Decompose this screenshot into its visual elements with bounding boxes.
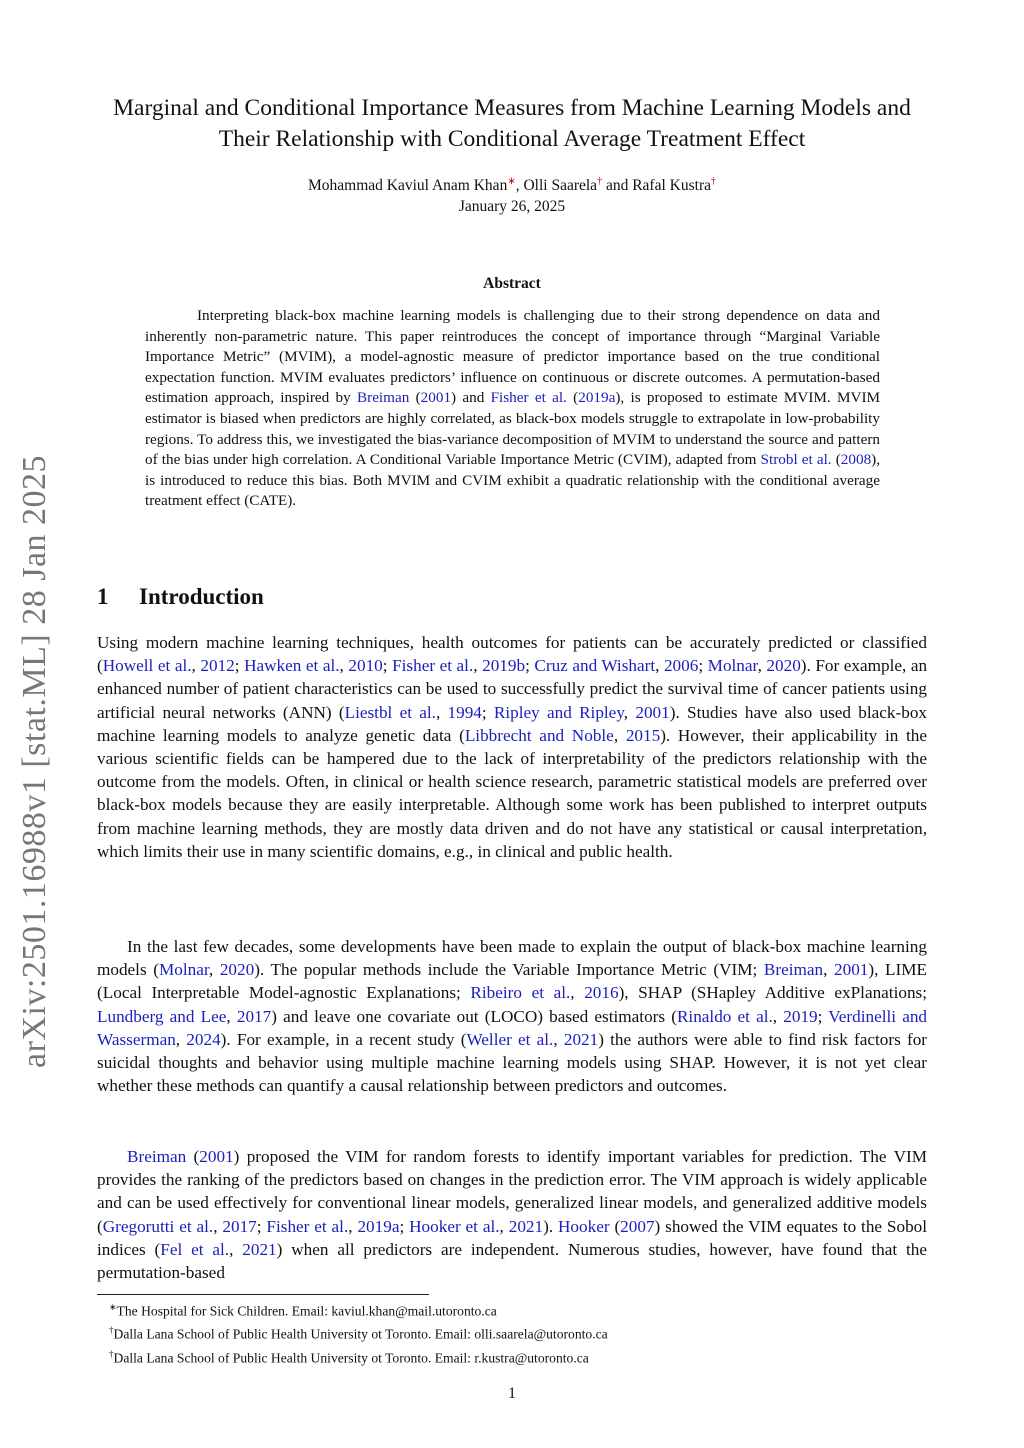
citation-link[interactable]: 2006: [663, 656, 699, 676]
citation-link[interactable]: Breiman: [357, 389, 410, 407]
abstract-text: Interpreting black-box machine learning models is challenging due to their strong dependence on data and inherently non-parametric nature. This paper reintroduces the concept of importance through “Marginal Variable Importance Metric” (MVIM), a model-agnostic measure of predictor importance based on the true conditional expectation function. MVIM evaluates predictors’ influence on continuous or discrete outcomes. A permutation-based estimation approach, inspired by Breiman (2001) and Fisher et al. (2019a), is proposed to estimate MVIM. MVIM estimator is biased when predictors are highly correlated, as black-box models struggle to extrapolate in low-probability regions. To address this, we investigated the bias-variance decomposition of MVIM to understand the source and pattern of the bias under high correlation. A Conditional Variable Importance Metric (CVIM), adapted from Strobl et al. (2008), is introduced to reduce this bias. Both MVIM and CVIM exhibit a quadratic relationship with the conditional average treatment effect (CATE).: [145, 307, 881, 510]
citation-link[interactable]: 2001: [834, 960, 869, 980]
footnote-mark[interactable]: ∗: [507, 176, 516, 187]
citation-link[interactable]: Hooker: [558, 1216, 610, 1236]
citation-link[interactable]: 2001: [635, 702, 670, 722]
abstract-heading: Abstract: [483, 275, 541, 292]
footnote-divider: [97, 1294, 429, 1295]
citation-link[interactable]: 2001: [199, 1147, 234, 1166]
citation-link[interactable]: 2001: [420, 389, 452, 407]
footnote-mark[interactable]: †: [597, 176, 603, 187]
footnote-text: The Hospital for Sick Children. Email: kaviul.khan@mail.utoronto.ca: [116, 1303, 497, 1319]
citation-link[interactable]: Gregorutti et al.: [102, 1216, 214, 1236]
intro-paragraph-1: Using modern machine learning techniques, health outcomes for patients can be accurately predicted or classified (Howell et al., 2012; Hawken et al., 2010; Fisher et al., 2019b; Cruz and Wishart, 2006; Molnar, 2020). For example, an enhanced number of patient characteristics can be used to successfully predict the survival time of cancer patients using artificial neural networks (ANN) (Liestbl et al., 1994; Ripley and Ripley, 2001). Studies have also used black-box machine learning models to analyze genetic data (Libbrecht and Noble, 2015). However, their applicability in the various scientific fields can be hampered due to the lack of interpretability of the predictors relationship with the outcome from the models. Often, in clinical or health science research, parametric statistical models are preferred over black-box models because they are easily interpretable. Although some work has been published to interpret outputs from machine learning methods, they are mostly data driven and do not have any statistical or causal interpretation, which limits their use in many scientific domains, e.g., in clinical and public health.: [97, 633, 928, 861]
footnotes: [97, 1298, 927, 1368]
author-block: [100, 171, 924, 217]
page-number: 1: [508, 1385, 516, 1402]
citation-link[interactable]: 2007: [620, 1216, 655, 1236]
section-heading: [97, 584, 927, 610]
author-name: Rafal Kustra: [632, 177, 711, 195]
citation-link[interactable]: Fel et al.: [160, 1239, 230, 1259]
intro-paragraph-2: In the last few decades, some developments have been made to explain the output of black-box machine learning models (Molnar, 2020). The popular methods include the Variable Importance Metric (VIM; Breiman, 2001), LIME (Local Interpretable Model-agnostic Explanations; Ribeiro et al., 2016), SHAP (SHapley Additive exPlanations; Lundberg and Lee, 2017) and leave one covariate out (LOCO) based estimators (Rinaldo et al., 2019; Verdinelli and Wasserman, 2024). For example, in a recent study (Weller et al., 2021) the authors were able to find risk factors for suicidal thoughts and behavior using multiple machine learning models using SHAP. However, it is not yet clear whether these methods can quantify a causal relationship between predictors and outcomes.: [97, 937, 928, 1096]
citation-link[interactable]: Molnar: [158, 960, 209, 980]
citation-link[interactable]: 2008: [840, 451, 872, 469]
citation-link[interactable]: Lundberg and Lee: [97, 1006, 227, 1026]
citation-link[interactable]: 1994: [447, 702, 482, 722]
citation-link[interactable]: Fisher et al.: [266, 1216, 349, 1236]
citation-link[interactable]: 2019b: [482, 656, 526, 676]
citation-link[interactable]: Ribeiro et al.: [470, 983, 571, 1003]
footnote-mark[interactable]: †: [710, 176, 716, 187]
arxiv-watermark: arXiv:2501.16988v1 [stat.ML] 28 Jan 2025: [16, 454, 53, 1068]
footnote: [97, 1321, 927, 1344]
citation-link[interactable]: 2021: [508, 1216, 544, 1236]
citation-link[interactable]: 2021: [242, 1239, 277, 1259]
citation-link[interactable]: 2017: [236, 1006, 272, 1026]
citation-link[interactable]: Breiman: [127, 1147, 187, 1166]
citation-link[interactable]: Liestbl et al.: [344, 702, 436, 722]
citation-link[interactable]: Fisher et al.: [490, 389, 567, 407]
citation-link[interactable]: Ripley and Ripley: [493, 702, 624, 722]
citation-link[interactable]: Hooker et al.: [409, 1216, 500, 1236]
citation-link[interactable]: Rinaldo et al.: [676, 1006, 773, 1026]
citation-link[interactable]: Cruz and Wishart: [534, 656, 656, 676]
citation-link[interactable]: Strobl et al.: [760, 451, 832, 469]
citation-link[interactable]: Breiman: [763, 960, 824, 980]
footnote-mark: †: [109, 1325, 114, 1336]
citation-link[interactable]: 2020: [219, 960, 255, 980]
footnote: [97, 1298, 927, 1321]
footnote-mark: ∗: [109, 1302, 117, 1312]
paper-date: January 26, 2025: [458, 198, 566, 216]
citation-link[interactable]: 2019a: [578, 389, 616, 407]
citation-link[interactable]: Weller et al.: [466, 1029, 554, 1049]
footnote-mark: †: [109, 1348, 114, 1359]
citation-link[interactable]: 2016: [584, 983, 619, 1003]
citation-link[interactable]: 2012: [200, 656, 235, 676]
footnote: [97, 1345, 927, 1368]
citation-link[interactable]: Fisher et al.: [392, 656, 474, 676]
author-line: Mohammad Kaviul Anam Khan∗, Olli Saarela† and Rafal Kustra†: [308, 176, 716, 195]
citation-link[interactable]: 2010: [348, 656, 383, 676]
paper-title: Marginal and Conditional Importance Measures from Machine Learning Models and Their Relationship with Conditional Average Treatment Effect: [113, 95, 911, 152]
citation-link[interactable]: Howell et al.: [102, 656, 192, 676]
citation-link[interactable]: 2024: [186, 1029, 221, 1049]
section-number: 1: [97, 584, 109, 609]
citation-link[interactable]: 2019: [783, 1006, 818, 1026]
citation-link[interactable]: 2020: [766, 656, 801, 676]
citation-link[interactable]: 2017: [222, 1216, 257, 1236]
author-name: Mohammad Kaviul Anam Khan: [308, 177, 508, 195]
citation-link[interactable]: 2015: [625, 725, 661, 745]
section-title: Introduction: [139, 584, 264, 609]
footnote-text: Dalla Lana School of Public Health University ot Toronto. Email: r.kustra@utoronto.ca: [113, 1350, 589, 1366]
intro-paragraph-3: Breiman (2001) proposed the VIM for random forests to identify important variables for prediction. The VIM provides the ranking of the predictors based on changes in the prediction error. The VIM approach is widely applicable and can be used effectively for conventional linear models, generalized linear models, and generalized additive models (Gregorutti et al., 2017; Fisher et al., 2019a; Hooker et al., 2021). Hooker (2007) showed the VIM equates to the Sobol indices (Fel et al., 2021) when all predictors are independent. Numerous studies, however, have found that the permutation-based: [97, 1147, 928, 1283]
citation-link[interactable]: Verdinelli and Wasserman: [97, 1006, 928, 1049]
citation-link[interactable]: 2019a: [357, 1216, 400, 1236]
citation-link[interactable]: Hawken et al.: [244, 656, 340, 676]
citation-link[interactable]: Molnar: [707, 656, 758, 676]
citation-link[interactable]: 2021: [563, 1029, 599, 1049]
footnote-text: Dalla Lana School of Public Health University ot Toronto. Email: olli.saarela@utoronto.ca: [113, 1326, 608, 1342]
author-name: Olli Saarela: [523, 177, 598, 195]
citation-link[interactable]: Libbrecht and Noble: [464, 725, 614, 745]
